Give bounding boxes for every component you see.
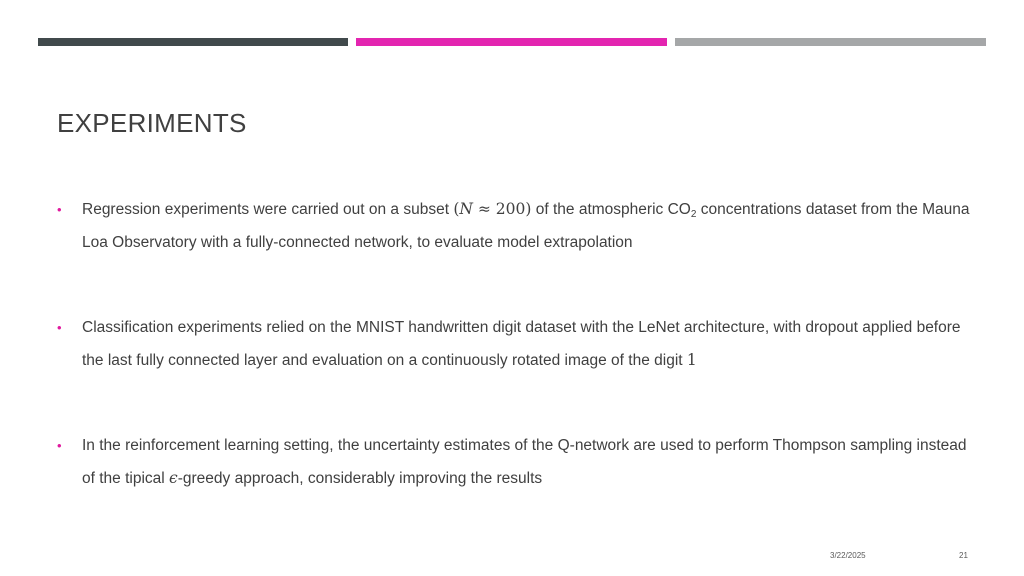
bullet-text: concentrations dataset from the Mauna Loa Observatory with a fully-connected network, to evaluate model extrapolation [82,201,970,251]
math-paren-open: ( [453,200,460,218]
bullet-text: In the reinforcement learning setting, the uncertainty estimates of the Q-network are used to perform Thompson sampling instead of the tipical [82,437,967,487]
slide-title: EXPERIMENTS [57,108,247,138]
math-number: 1 [686,351,697,369]
bullet-text: -greedy approach, considerably improving the results [177,470,543,487]
bullet-text: Regression experiments were carried out on a subset [82,201,454,218]
math-paren-close: ) [525,200,532,218]
accent-bar-pink [356,38,667,46]
bullet-marker: • [57,320,62,335]
bullet-marker: • [57,202,62,217]
bullet-regression [57,193,977,259]
accent-bar-gray [675,38,986,46]
bullet-classification [57,311,977,377]
footer-date: 3/22/2025 [830,551,866,560]
bullet-text: of the atmospheric CO [531,201,691,218]
math-variable: N [459,200,473,218]
accent-bar-dark [38,38,348,46]
subscript: 2 [690,209,697,220]
bullet-marker: • [57,438,62,453]
math-variable: ϵ [169,469,178,487]
bullet-list [57,193,977,495]
page-number: 21 [959,551,968,560]
accent-bars [38,38,986,46]
math-number: 200 [495,200,526,218]
bullet-text: Classification experiments relied on the MNIST handwritten digit dataset with the LeNet architecture, with dropout applied before the last fully connected layer and evaluation on a continuously rotated image of the digit [82,319,961,369]
bullet-reinforcement [57,429,977,495]
math-operator: ≈ [472,200,496,218]
